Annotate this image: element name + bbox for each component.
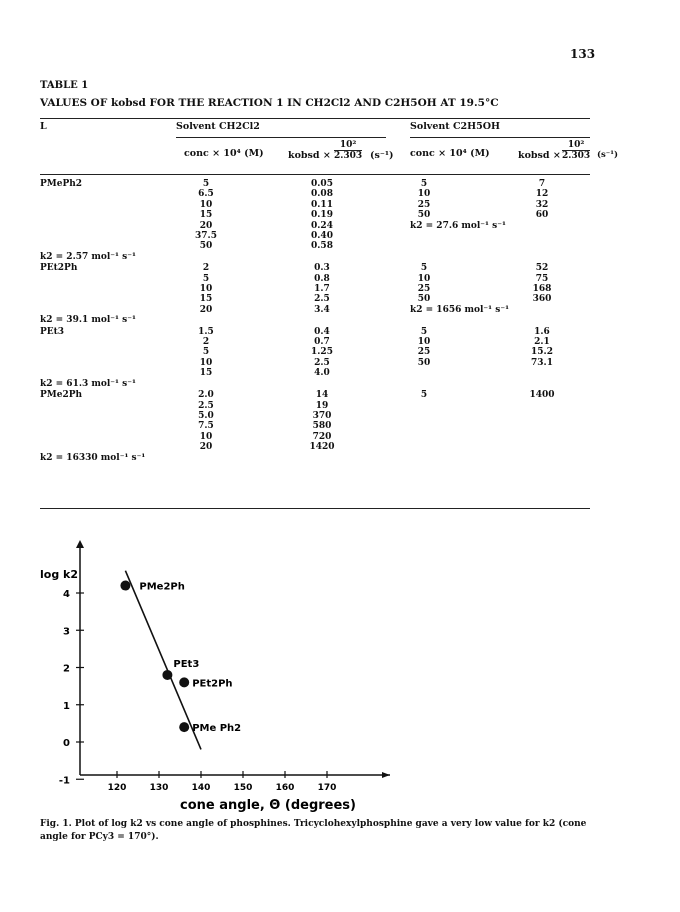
kobsd-cell-ch2cl2: 0.3 [314,263,330,274]
kobsd-cell-ch2cl2: 0.8 [314,273,330,284]
chart-marks [120,571,241,750]
kobsd-header-1: kobsd × [288,150,331,161]
ligand-name: PMe2Ph [40,390,83,401]
conc-cell-c2h5oh: 10 [417,189,431,200]
conc-cell-ch2cl2: 2.0 [198,390,214,401]
table-bottom-rule [40,508,590,509]
conc-cell-ch2cl2: 20 [199,442,213,453]
conc-cell-ch2cl2: 20 [199,220,213,231]
table-label: TABLE 1 [40,80,89,91]
fraction-1 [334,140,362,161]
solvent1-header: Solvent CH2Cl2 [176,121,260,132]
conc-cell-ch2cl2: 6.5 [198,189,214,200]
solvent1-underline [176,137,386,138]
y-tick-label: 4 [63,589,70,600]
table-title: VALUES OF kobsd FOR THE REACTION 1 IN CH2Cl2 AND C2H5OH AT 19.5°C [40,97,499,109]
kobsd-cell-c2h5oh: 15.2 [531,347,553,358]
kobsd-cell-ch2cl2: 0.05 [311,179,333,189]
ligand-name: PMePh2 [40,179,83,189]
kobsd-header-2: kobsd × [518,150,561,161]
conc-cell-c2h5oh: 50 [417,210,431,221]
kobsd-cell-ch2cl2: 0.08 [311,189,333,200]
conc-cell-ch2cl2: 5 [202,273,210,284]
chart-axes [40,540,390,813]
solvent2-header: Solvent C2H5OH [410,121,500,132]
y-axis-arrow [76,540,84,548]
kobsd-cell-ch2cl2: 14 [315,390,329,401]
conc-header-1: conc × 10⁴ (M) [184,148,264,159]
unit-header-1: (s⁻¹) [370,150,394,161]
kobsd-cell-c2h5oh: 60 [535,210,549,221]
kobsd-cell-ch2cl2: 720 [312,431,332,442]
conc-cell-ch2cl2: 10 [199,199,213,210]
conc-cell-c2h5oh: 10 [417,337,431,348]
conc-cell-ch2cl2: 2 [202,263,210,274]
kobsd-cell-c2h5oh: 12 [535,189,549,200]
fraction-num-2: 10² [562,140,590,151]
point-label: PMe2Ph [139,581,185,593]
kobsd-cell-ch2cl2: 2.5 [314,357,330,368]
page-number: 133 [570,47,596,61]
conc-cell-c2h5oh: 25 [417,284,431,295]
fraction-den-2: 2.303 [562,151,591,161]
data-point [162,670,172,680]
conc-cell-ch2cl2: 10 [199,284,213,295]
kobsd-cell-c2h5oh: 75 [535,273,549,284]
kobsd-cell-ch2cl2: 2.5 [314,294,330,305]
rate-constant-ch2cl2: k2 = 2.57 mol⁻¹ s⁻¹ [40,251,136,262]
conc-cell-ch2cl2: 2.5 [198,400,214,411]
kobsd-cell-ch2cl2: 370 [312,410,332,421]
rate-constant-c2h5oh: k2 = 1656 mol⁻¹ s⁻¹ [410,304,510,315]
kobsd-cell-ch2cl2: 0.24 [311,220,333,231]
kobsd-cell-c2h5oh: 2.1 [534,337,550,348]
data-point [179,722,189,732]
data-point [179,677,189,687]
x-axis-label: cone angle, Θ (degrees) [180,798,356,813]
y-tick-label: 0 [63,738,70,749]
conc-cell-ch2cl2: 5 [202,179,210,189]
conc-cell-c2h5oh: 25 [417,347,431,358]
kobsd-cell-ch2cl2: 0.11 [311,199,333,210]
kobsd-cell-c2h5oh: 73.1 [531,357,553,368]
conc-cell-ch2cl2: 20 [199,304,213,315]
conc-cell-ch2cl2: 37.5 [195,231,217,241]
rate-constant-ch2cl2: k2 = 39.1 mol⁻¹ s⁻¹ [40,315,136,326]
conc-cell-c2h5oh: 5 [420,179,428,189]
y-tick-label: 2 [63,663,70,675]
conc-cell-c2h5oh: 50 [417,294,431,305]
conc-cell-ch2cl2: 7.5 [198,421,214,432]
x-tick-label: 130 [149,783,169,793]
kobsd-cell-ch2cl2: 0.58 [311,241,333,252]
kobsd-cell-ch2cl2: 0.7 [314,337,330,348]
conc-cell-ch2cl2: 10 [199,431,213,442]
kobsd-cell-c2h5oh: 360 [532,294,552,305]
x-tick-label: 140 [191,783,211,793]
ligand-name: PEt2Ph [40,263,78,274]
conc-cell-ch2cl2: 5.0 [198,410,214,421]
conc-cell-c2h5oh: 5 [420,263,428,274]
kobsd-cell-c2h5oh: 1400 [529,390,555,401]
kobsd-cell-c2h5oh: 52 [535,263,549,274]
point-label: PEt3 [173,658,200,670]
kobsd-cell-c2h5oh: 168 [532,284,552,295]
kobsd-cell-ch2cl2: 3.4 [314,304,330,315]
kobsd-cell-c2h5oh: 1.6 [534,326,550,337]
x-tick-label: 120 [107,783,127,793]
conc-cell-ch2cl2: 15 [199,294,213,305]
figure-caption: Fig. 1. Plot of log k2 vs cone angle of phosphines. Tricyclohexylphosphine gave a very low value for k2 (cone angle for PCy3 = 170°). [40,819,587,842]
x-tick-label: 160 [275,783,295,793]
rate-constant-ch2cl2: k2 = 16330 mol⁻¹ s⁻¹ [40,452,146,463]
y-axis-label: log k2 [40,568,79,581]
data-point [120,581,130,591]
kobsd-cell-c2h5oh: 32 [535,199,549,210]
kobsd-cell-ch2cl2: 1.25 [311,347,333,358]
rate-constant-ch2cl2: k2 = 61.3 mol⁻¹ s⁻¹ [40,378,136,389]
kobsd-cell-c2h5oh: 7 [538,179,546,189]
conc-cell-ch2cl2: 5 [202,347,210,358]
conc-cell-ch2cl2: 2 [202,337,210,348]
y-tick-label: 1 [63,700,70,712]
conc-cell-c2h5oh: 5 [420,390,428,401]
rate-constant-c2h5oh: k2 = 27.6 mol⁻¹ s⁻¹ [410,220,506,231]
solvent2-underline [410,137,590,138]
log-k2-chart [0,530,680,820]
x-tick-label: 150 [233,783,253,793]
x-tick-label: 170 [317,783,337,793]
kobsd-cell-ch2cl2: 1.7 [314,284,330,295]
point-label: PEt2Ph [192,678,233,690]
conc-cell-c2h5oh: 25 [417,199,431,210]
conc-cell-ch2cl2: 1.5 [198,326,214,337]
conc-cell-ch2cl2: 15 [199,210,213,221]
conc-cell-ch2cl2: 15 [199,368,213,379]
conc-header-2: conc × 10⁴ (M) [410,148,490,159]
kobsd-cell-ch2cl2: 0.4 [314,326,330,337]
point-label: PMe Ph2 [192,723,242,735]
fraction-2 [562,140,590,161]
fraction-den-1: 2.303 [334,151,363,161]
conc-cell-ch2cl2: 10 [199,357,213,368]
y-tick-label: -1 [58,775,70,787]
table-header-rule [40,174,590,175]
conc-cell-c2h5oh: 5 [420,326,428,337]
kobsd-cell-ch2cl2: 0.19 [311,210,333,221]
col-header-L: L [40,121,47,132]
conc-cell-c2h5oh: 10 [417,273,431,284]
conc-cell-c2h5oh: 50 [417,357,431,368]
kobsd-cell-ch2cl2: 580 [312,421,332,432]
kobsd-cell-ch2cl2: 0.40 [311,231,333,241]
kobsd-cell-ch2cl2: 4.0 [314,368,330,379]
ligand-name: PEt3 [40,326,65,337]
table-top-rule [40,118,590,119]
unit-header-2: (s⁻¹) [597,150,619,160]
y-tick-label: 3 [63,626,70,638]
fraction-num-1: 10² [334,140,362,151]
x-axis-arrow [382,772,390,778]
kobsd-cell-ch2cl2: 19 [315,400,329,411]
kobsd-cell-ch2cl2: 1420 [309,442,335,453]
conc-cell-ch2cl2: 50 [199,241,213,252]
